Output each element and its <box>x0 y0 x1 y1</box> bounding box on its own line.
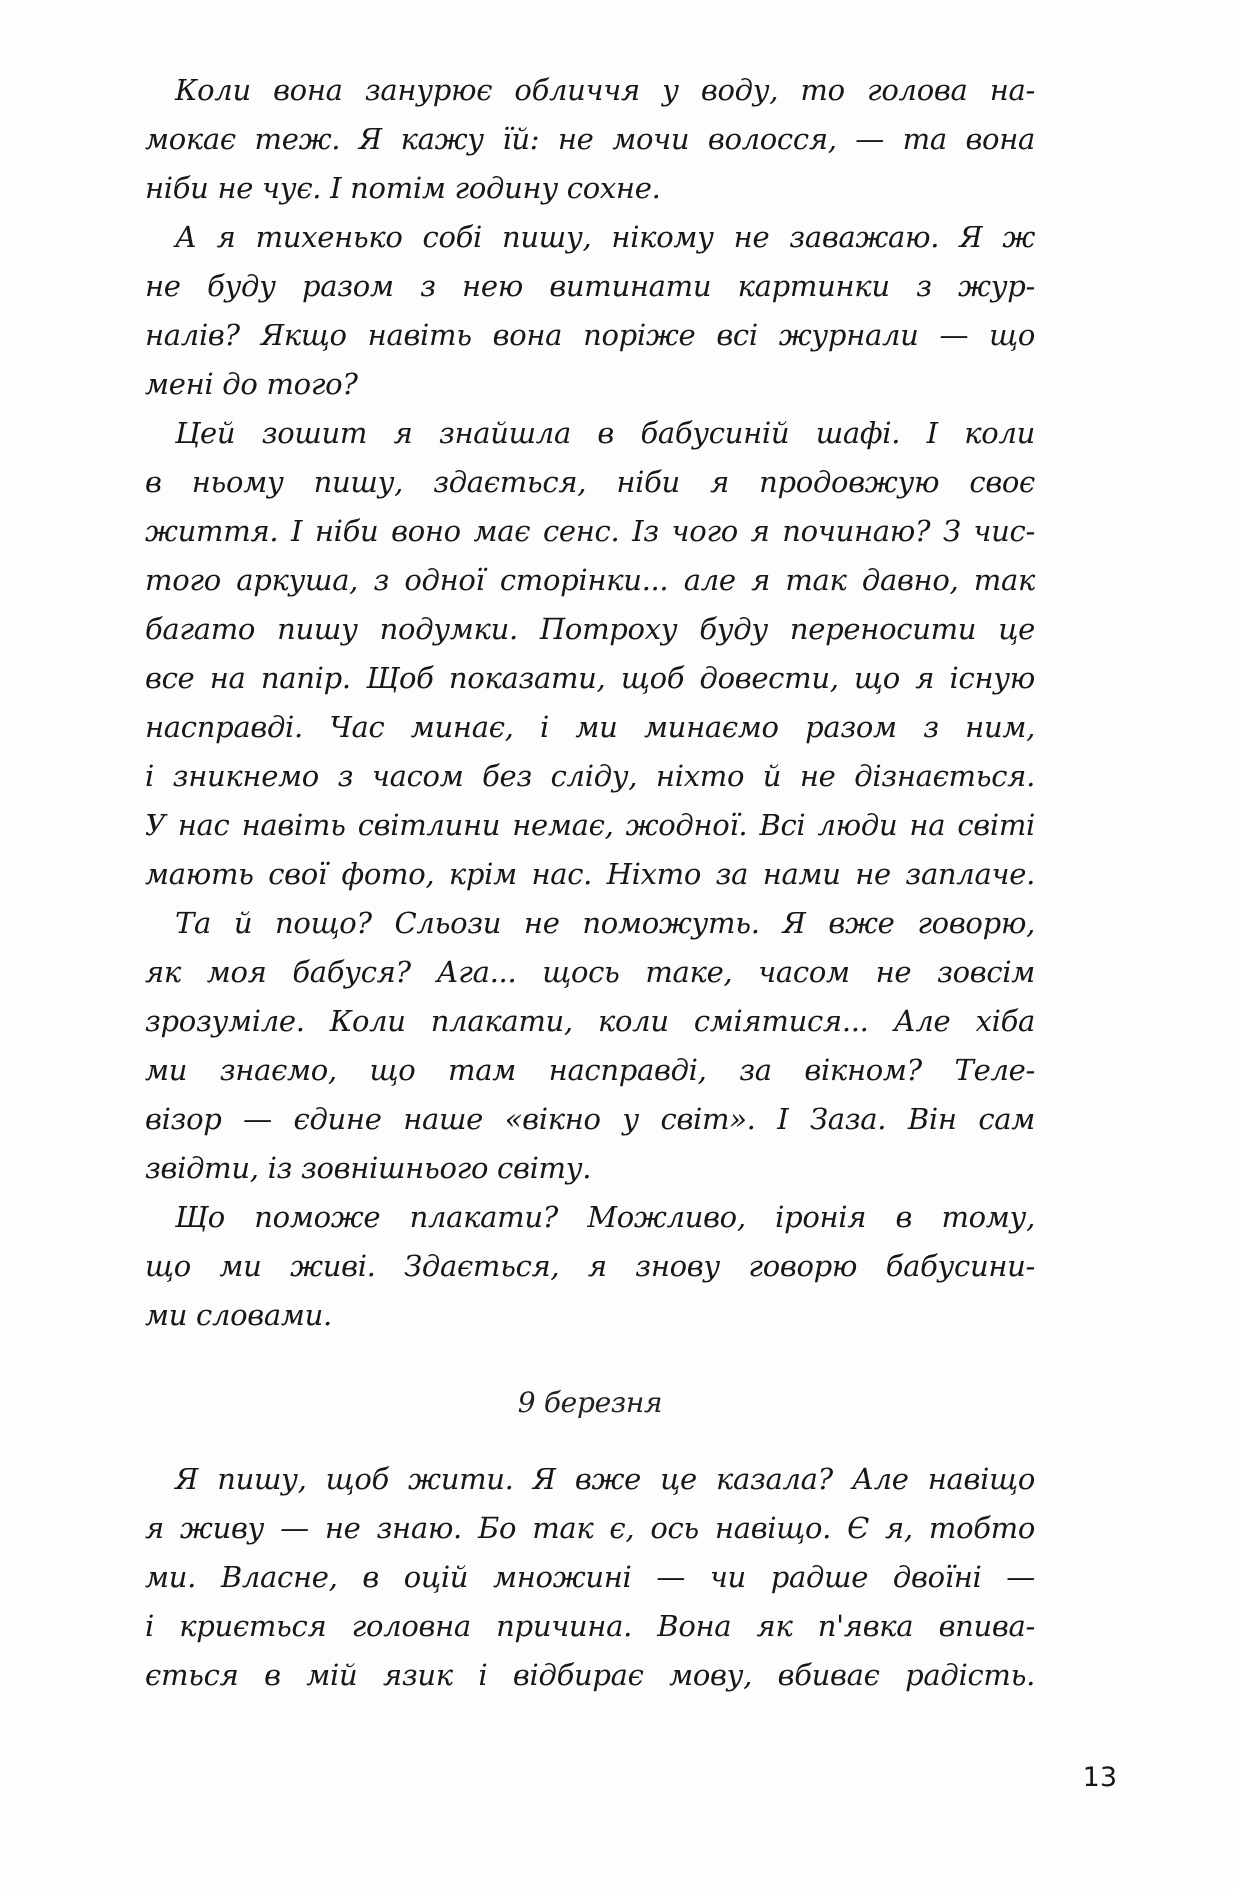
text-line: Я пишу, щоб жити. Я вже це казала? Але навіщо <box>175 1462 1035 1496</box>
text-line: ми знаємо, що там насправді, за вікном? Теле- <box>145 1053 1035 1087</box>
text-line: зрозуміле. Коли плакати, коли сміятися... Але хіба <box>145 1004 1035 1038</box>
text-line: А я тихенько собі пишу, нікому не заважаю. Я ж <box>175 220 1035 254</box>
text-line: мають свої фото, крім нас. Ніхто за нами не заплаче. <box>145 857 1035 891</box>
page-number: 13 <box>1082 1762 1117 1793</box>
text-line: багато пишу подумки. Потроху буду переносити це <box>145 612 1035 646</box>
text-line: ється в мій язик і відбирає мову, вбиває радість. <box>145 1658 1035 1692</box>
page-text-block <box>145 66 1035 1700</box>
text-line: Цей зошит я знайшла в бабусиній шафі. І коли <box>175 416 1035 450</box>
text-line: в ньому пишу, здається, ніби я продовжую своє <box>145 465 1035 499</box>
text-line: ми. Власне, в оцій множині — чи радше двоїні — <box>145 1560 1035 1594</box>
text-line: звідти, із зовнішнього світу. <box>145 1151 592 1185</box>
text-line: У нас навіть світлини немає, жодної. Всі люди на світі <box>145 808 1035 842</box>
text-line: насправді. Час минає, і ми минаємо разом з ним, <box>145 710 1035 744</box>
text-line: як моя бабуся? Ага... щось таке, часом не зовсім <box>145 955 1035 989</box>
text-line: і зникнемо з часом без сліду, ніхто й не дізнається. <box>145 759 1035 793</box>
text-line: не буду разом з нею витинати картинки з жур- <box>145 269 1035 303</box>
date-heading: 9 березня <box>517 1386 663 1419</box>
text-line: і криється головна причина. Вона як п'явка впива- <box>145 1609 1035 1643</box>
text-line: налів? Якщо навіть вона поріже всі журнали — що <box>145 318 1035 352</box>
text-line: мокає теж. Я кажу їй: не мочи волосся, — та вона <box>145 122 1035 156</box>
text-line: візор — єдине наше «вікно у світ». І Заза. Він сам <box>145 1102 1035 1136</box>
text-line: Коли вона занурює обличчя у воду, то голова на- <box>175 73 1035 107</box>
text-line: ми словами. <box>145 1298 332 1332</box>
text-line: що ми живі. Здається, я знову говорю бабусини- <box>145 1249 1035 1283</box>
text-line: життя. І ніби воно має сенс. Із чого я починаю? З чис- <box>145 514 1035 548</box>
text-line: Та й пощо? Сльози не поможуть. Я вже говорю, <box>175 906 1035 940</box>
text-line: того аркуша, з одної сторінки... але я так давно, так <box>145 563 1035 597</box>
text-line: я живу — не знаю. Бо так є, ось навіщо. Є я, тобто <box>145 1511 1035 1545</box>
text-line: Що поможе плакати? Можливо, іронія в тому, <box>175 1200 1035 1234</box>
text-line: ніби не чує. І потім годину сохне. <box>145 171 661 205</box>
text-line: все на папір. Щоб показати, щоб довести, що я існую <box>145 661 1035 695</box>
text-line: мені до того? <box>145 367 358 401</box>
